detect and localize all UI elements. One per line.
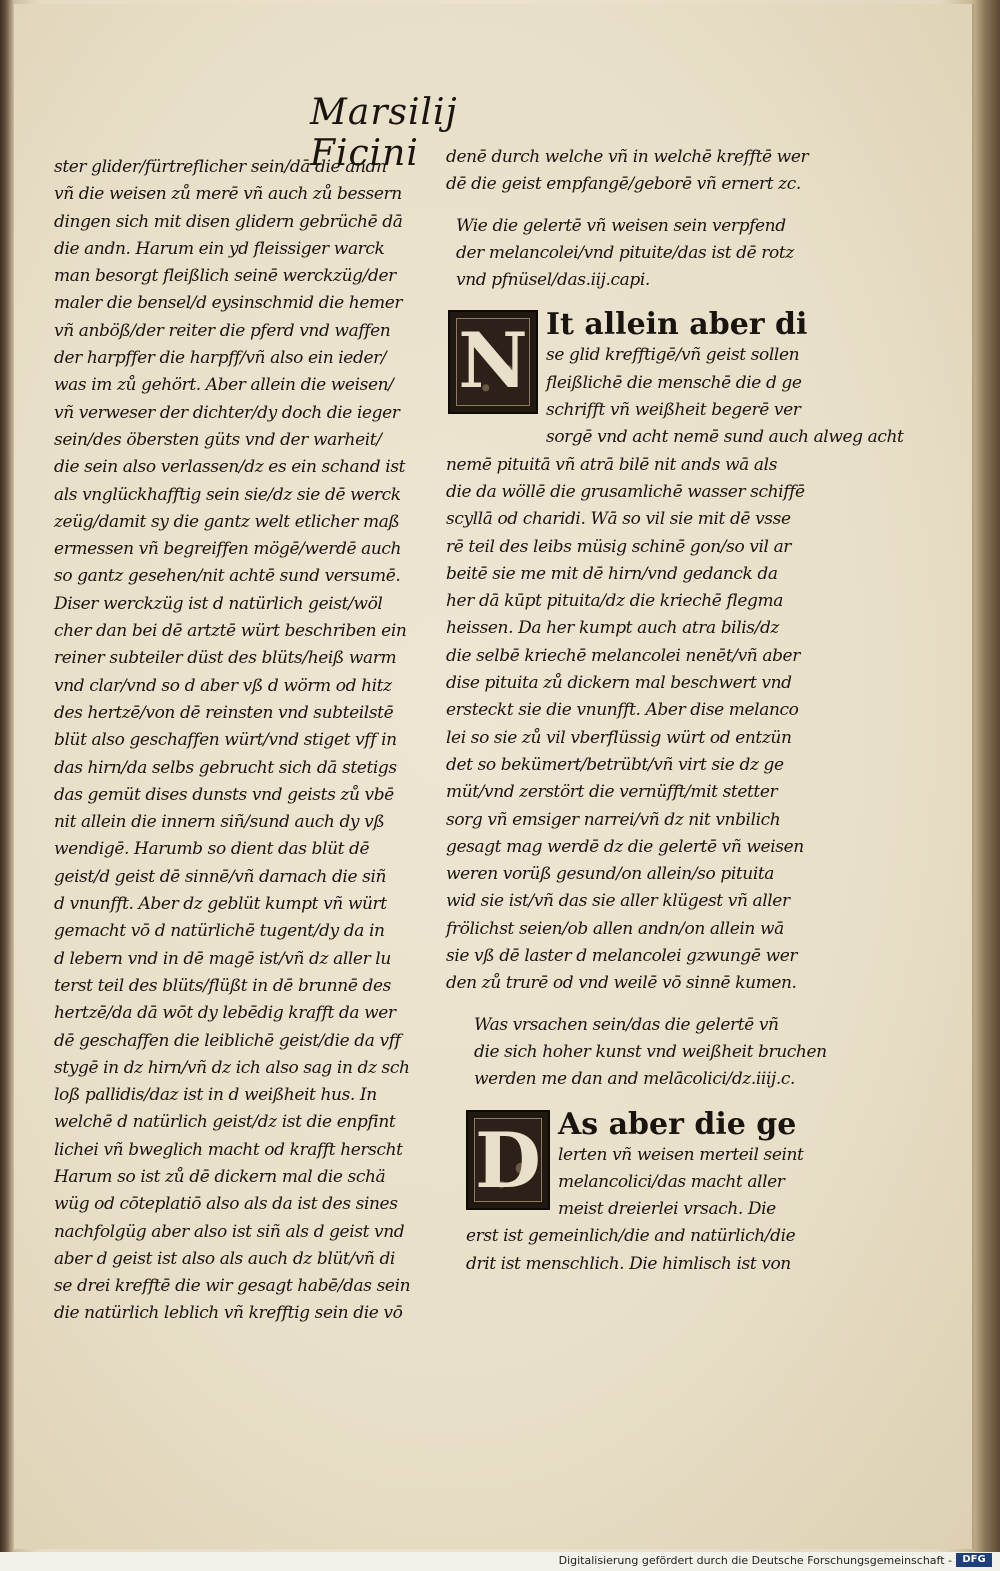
text-line: schrifft vñ weißheit begerē ver — [546, 400, 801, 421]
chapter-3-opening — [446, 307, 904, 451]
text-line: wendigē. Harumb so dient das blüt dē — [54, 839, 370, 860]
text-line: sein/des öbersten güts vnd der warheit/ — [54, 429, 382, 450]
dfg-logo-icon: DFG — [956, 1553, 992, 1567]
text-line: sorg vñ emsiger narrei/vñ dz nit vnbilich — [446, 809, 781, 830]
text-line: loß pallidis/daz ist in d weißheit hus. In — [54, 1085, 377, 1106]
chapter-4-indented-lines — [558, 1142, 826, 1224]
text-line: vñ verweser der dichter/dy doch die ieger — [54, 402, 400, 423]
text-line: Harum so ist zů dē dickern mal die schä — [54, 1166, 386, 1187]
chapter-heading-line: die sich hoher kunst vnd weißheit bruchen — [474, 1041, 827, 1062]
text-line: rē teil des leibs müsig schinē gon/so vil ar — [446, 536, 792, 557]
text-line: hertzē/da dā wōt dy lebēdig krafft da wer — [54, 1003, 396, 1024]
text-line: zeüg/damit sy die gantz welt etlicher maß — [54, 511, 400, 532]
chapter-4-body — [446, 1223, 826, 1278]
chapter-heading-line: Wie die gelertē vñ weisen sein verpfend — [456, 215, 786, 236]
text-line: blüt also geschaffen würt/vnd stiget vff in — [54, 730, 397, 751]
text-line: frölichst seien/ob allen andn/on allein wā — [446, 918, 784, 939]
text-line: ermessen vñ begreiffen mögē/werdē auch — [54, 539, 402, 560]
chapter-3-first-line: It allein aber di — [546, 307, 808, 343]
text-line: weren vorüß gesund/on allein/so pituita — [446, 864, 775, 885]
text-line: was im zů gehört. Aber allein die weisen/ — [54, 375, 394, 396]
text-line: meist dreierlei vrsach. Die — [558, 1199, 776, 1220]
text-line: ersteckt sie die vnunfft. Aber dise melanco — [446, 700, 799, 721]
text-line: melancolici/das macht aller — [558, 1171, 785, 1192]
chapter-4-heading — [446, 1012, 826, 1094]
text-line: det so bekümert/betrübt/vñ virt sie dz ge — [446, 754, 784, 775]
text-line: stygē in dz hirn/vñ dz ich also sag in dz sch — [54, 1057, 410, 1078]
text-line: müt/vnd zerstört die vernüfft/mit stetter — [446, 782, 778, 803]
text-line: vnd clar/vnd so d aber vß d wörm od hitz — [54, 675, 392, 696]
decorated-initial-n-icon: N — [448, 310, 538, 414]
chapter-heading-line: Was vrsachen sein/das die gelertē vñ — [474, 1014, 779, 1035]
text-line: die andn. Harum ein yd fleissiger warck — [54, 238, 385, 259]
text-line: des hertzē/von dē reinsten vnd subteilstē — [54, 702, 394, 723]
chapter-3-indented-lines — [546, 342, 904, 451]
text-line: nachfolgüg aber also ist siñ als d geist vnd — [54, 1221, 405, 1242]
text-line: das gemüt dises dunsts vnd geists zů vbē — [54, 784, 394, 805]
text-line: her dā kūpt pituita/dz die kriechē flegma — [446, 591, 783, 612]
text-line: gesagt mag werdē dz die gelertē vñ weisen — [446, 836, 804, 857]
text-line: Diser werckzüg ist d natürlich geist/wöl — [54, 593, 383, 614]
text-line: wüg od cōteplatiō also als da ist des sines — [54, 1194, 398, 1215]
text-line: dē geschaffen die leiblichē geist/die da vff — [54, 1030, 401, 1051]
text-line: welchē d natürlich geist/dz ist die enpfint — [54, 1112, 396, 1133]
text-line: lerten vñ weisen merteil seint — [558, 1144, 804, 1165]
chapter-heading-line: werden me dan and melācolici/dz.iiij.c. — [474, 1069, 795, 1090]
text-line: maler die bensel/d eysinschmid die hemer — [54, 293, 403, 314]
text-line: reiner subteiler düst des blüts/heiß warm — [54, 648, 397, 669]
text-line: scyllā od charidi. Wā so vil sie mit dē vsse — [446, 509, 791, 530]
text-line: die da wöllē die grusamlichē wasser schiffē — [446, 481, 805, 502]
running-head: Marsilij Ficini — [310, 92, 458, 174]
text-line: drit ist menschlich. Die himlisch ist von — [466, 1253, 791, 1274]
text-line: vñ die weisen zů merē vñ auch zů bessern — [54, 184, 402, 205]
text-line: man besorgt fleißlich seinē werckzüg/der — [54, 266, 396, 287]
text-line: sie vß dē laster d melancolei gzwungē wer — [446, 946, 798, 967]
text-line: lei so sie zů vil vberflüssig würt od entzün — [446, 727, 792, 748]
text-line: die selbē kriechē melancolei nenēt/vñ aber — [446, 645, 800, 666]
text-line: die sein also verlassen/dz es ein schand ist — [54, 457, 406, 478]
text-line: dise pituita zů dickern mal beschwert vnd — [446, 673, 792, 694]
text-line: wid sie ist/vñ das sie aller klügest vñ aller — [446, 891, 790, 912]
text-line: dingen sich mit disen glidern gebrüchē dā — [54, 211, 403, 232]
text-line: gemacht vō d natürlichē tugent/dy da in — [54, 921, 385, 942]
chapter-heading-line: vnd pfnüsel/das.iij.capi. — [456, 270, 650, 291]
text-line: geist/d geist dē sinnē/vñ darnach die siñ — [54, 866, 387, 887]
text-line: d vnunfft. Aber dz geblüt kumpt vñ würt — [54, 894, 387, 915]
text-line: lichei vñ bweglich macht od krafft herscht — [54, 1139, 403, 1160]
text-line: als vnglückhafftig sein sie/dz sie dē werck — [54, 484, 401, 505]
text-line: se glid krefftigē/vñ geist sollen — [546, 345, 800, 366]
chapter-3-heading — [446, 213, 826, 295]
decorated-initial-d-icon: D — [466, 1110, 550, 1210]
text-line: terst teil des blüts/flüßt in dē brunnē des — [54, 975, 391, 996]
funding-notice: Digitalisierung gefördert durch die Deutsche Forschungsgemeinschaft - — [558, 1554, 952, 1567]
text-line: vñ anböß/der reiter die pferd vnd waffen — [54, 320, 391, 341]
text-line: die natürlich leblich vñ krefftig sein die vō — [54, 1303, 403, 1324]
chapter-4-opening — [446, 1108, 826, 1224]
text-line: beitē sie me mit dē hirn/vnd gedanck da — [446, 563, 778, 584]
text-line: nemē pituitā vñ atrā bilē nit ands wā als — [446, 454, 778, 475]
text-line: den zů trurē od vnd weilē vō sinnē kumen. — [446, 973, 797, 994]
text-line: erst ist gemeinlich/die and natürlich/die — [466, 1226, 796, 1247]
text-line: das hirn/da selbs gebrucht sich dā stetigs — [54, 757, 397, 778]
text-line: fleißlichē die menschē die d ge — [546, 372, 802, 393]
chapter-heading-line: der melancolei/vnd pituite/das ist dē rotz — [456, 242, 794, 263]
text-line: so gantz gesehen/nit achtē sund versumē. — [54, 566, 401, 587]
text-line: der harpffer die harpff/vñ also ein ieder/ — [54, 348, 387, 369]
text-line: se drei krefftē die wir gesagt habē/das sein — [54, 1276, 411, 1297]
text-line: dē die geist empfangē/geborē vñ ernert zc. — [446, 174, 801, 195]
text-line: aber d geist ist also als auch dz blüt/vñ di — [54, 1248, 395, 1269]
right-column — [446, 144, 904, 1278]
text-line: sorgē vnd acht nemē sund auch alweg acht — [546, 427, 904, 448]
text-line: ster glider/fürtreflicher sein/dā die andn — [54, 157, 387, 177]
text-line: heissen. Da her kumpt auch atra bilis/dz — [446, 618, 779, 639]
text-line: denē durch welche vñ in welchē krefftē wer — [446, 147, 809, 167]
text-line: cher dan bei dē artztē würt beschriben ein — [54, 621, 407, 642]
left-column — [54, 154, 434, 1328]
text-line: nit allein die innern siñ/sund auch dy vß — [54, 812, 385, 833]
chapter-4-first-line: As aber die ge — [558, 1106, 797, 1142]
text-line: d lebern vnd in dē magē ist/vñ dz aller lu — [54, 948, 391, 969]
chapter-3-body — [446, 452, 826, 998]
chapter-2-ending — [446, 144, 826, 199]
